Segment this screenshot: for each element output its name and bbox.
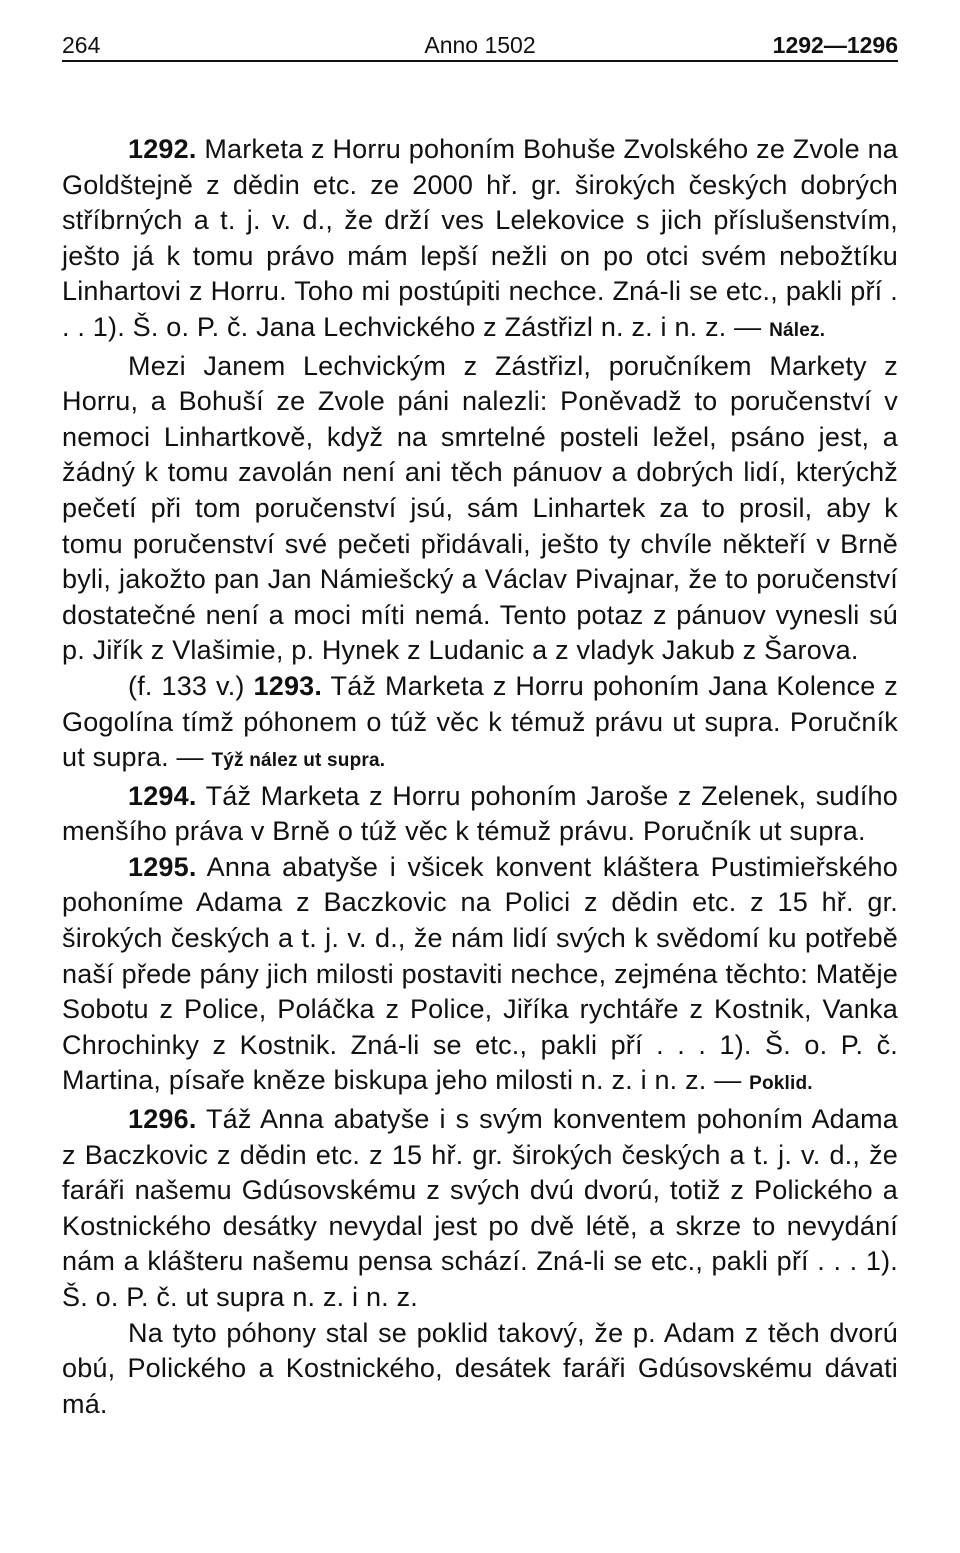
entry-verdict: Týž nález ut supra. <box>211 750 386 772</box>
entry-text: Anna abatyše i všicek konvent kláštera Pustimieřského pohoníme Adama z Baczkovic na Polici z dědin etc. z 15 hř. gr. širokých českých a t. j. v. d., že nám lidí svých k svědomí ku potřebě naší přede pány jich milosti postaviti nechce, zejména těchto: Matěje Sobotu z Police, Poláčka z Police, Jiříka rychtáře z Kostnik, Vanka Chrochinky z Kostnik. Zná-li se etc., pakli pří . . . 1). Š. o. P. č. Martina, písaře kněze biskupa jeho milosti n. z. i n. z. — <box>62 851 898 1096</box>
body-text <box>62 132 898 1422</box>
verdict-paragraph <box>62 349 898 669</box>
entry-1292 <box>62 132 898 349</box>
entry-number: 1295. <box>128 851 197 882</box>
entry-text: Marketa z Horru pohoním Bohuše Zvolského ze Zvole na Goldštejně z dědin etc. ze 2000 hř. gr. širokých českých dobrých stříbrných a t. j. v. d., že drží ves Lelekovice s jich příslušenstvím, ješto já k tomu právo mám lepší nežli on po otci svém nebožtíku Linhartovi z Horru. Toho mi postúpiti nechce. Zná-li se etc., pakli pří . . . 1). Š. o. P. č. Jana Lechvického z Zástřizl n. z. i n. z. — <box>62 134 898 342</box>
settlement-paragraph <box>62 1316 898 1423</box>
book-page <box>62 30 898 1422</box>
settlement-text: Na tyto póhony stal se poklid takový, že p. Adam z těch dvorú obú, Polického a Kostnického, desátek faráři Gdúsovskému dávati má. <box>62 1317 898 1419</box>
entry-verdict: Poklid. <box>749 1073 813 1095</box>
entry-number: 1294. <box>128 780 197 811</box>
entry-1295 <box>62 850 898 1102</box>
entry-number: 1296. <box>128 1104 197 1135</box>
entry-range: 1292—1296 <box>772 32 898 58</box>
entry-text: Táž Marketa z Horru pohoním Jana Kolence z Gogolína tímž póhonem o túž věc k témuž právu ut supra. Poručník ut supra. — <box>62 670 898 773</box>
entry-1296 <box>62 1102 898 1316</box>
running-title: Anno 1502 <box>424 32 536 58</box>
entry-text: Táž Anna abatyše i s svým konventem pohoním Adama z Baczkovic z dědin etc. z 15 hř. gr. širokých českých a t. j. v. d., že faráři našemu Gdúsovskému z svých dvú dvorú, totiž z Polického a Kostnického desátky nevydal jest po dvě létě, a skrze to nevydání nám a klášteru našemu pensa schází. Zná-li se etc., pakli pří . . . 1). Š. o. P. č. ut supra n. z. i n. z. <box>62 1104 898 1312</box>
page-number: 264 <box>62 32 101 58</box>
entry-verdict: Nález. <box>769 319 826 341</box>
verdict-text: Mezi Janem Lechvickým z Zástřizl, poručníkem Markety z Horru, a Bohuší ze Zvole páni nalezli: Poněvadž to poručenství v nemoci Linhartkově, když na smrtelné posteli ležel, psáno jest, a žádný k tomu zavolán není ani těch pánuov a dobrých lidí, kterýchž pečetí při tom poručenství jsú, sám Linhartek za to prosil, aby k tomu poručenství své pečeti přidávali, ješto ty chvíle někteří v Brně byli, jakožto pan Jan Námiešcký a Václav Pivajnar, že to poručenství dostatečné není a moci míti nemá. Tento potaz z pánuov vynesli sú p. Jiřík z Vlašimie, p. Hynek z Ludanic a z vladyk Jakub z Šarova. <box>62 350 898 666</box>
entry-number: 1292. <box>128 134 197 164</box>
folio-reference: (f. 133 v.) <box>128 670 254 701</box>
entry-text: Táž Marketa z Horru pohoním Jaroše z Zelenek, sudího menšího práva v Brně o túž věc k témuž právu. Poručník ut supra. <box>62 780 898 847</box>
entry-number: 1293. <box>253 670 323 701</box>
entry-1294 <box>62 779 898 850</box>
entry-1293 <box>62 669 898 779</box>
running-head <box>62 30 898 62</box>
